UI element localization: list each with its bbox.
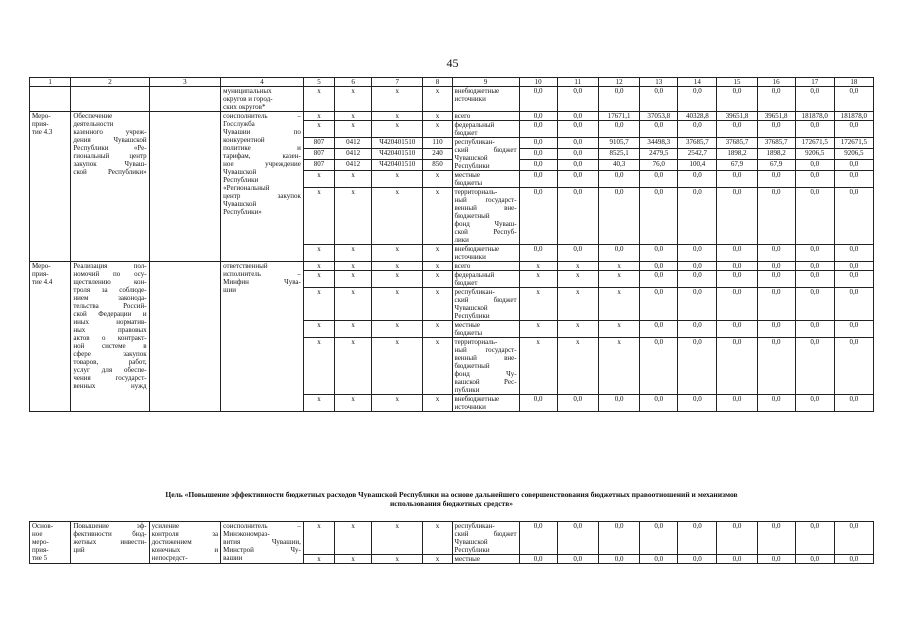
amount-cell: 0,0 (598, 121, 639, 138)
amount-cell: 17671,1 (598, 112, 639, 121)
measure-goal (149, 87, 221, 112)
budget-code-cell: x (423, 338, 452, 395)
budget-code-cell: x (423, 262, 452, 271)
amount-cell: 0,0 (640, 171, 678, 188)
column-number: 16 (757, 78, 795, 87)
amount-cell: 0,0 (717, 188, 757, 245)
budget-code-cell: x (423, 395, 452, 412)
budget-code-cell: x (372, 395, 423, 412)
measure-title: Обеспечение деятельности казенного учреж- дения Чувашской Республики «Ре- гиональный центр закупок Чуваш- ской Республики» (71, 112, 149, 262)
amount-cell: 181878,0 (834, 112, 873, 121)
amount-cell: x (519, 338, 557, 395)
responsible-executor: муниципальных округов и город- ских округов* (221, 87, 304, 112)
budget-code-cell: Ч420401510 (372, 138, 423, 149)
amount-cell: 0,0 (757, 395, 795, 412)
amount-cell: 0,0 (795, 288, 834, 321)
budget-code-cell: x (372, 555, 423, 564)
amount-cell: 0,0 (717, 245, 757, 262)
budget-code-cell: x (423, 245, 452, 262)
amount-cell: 0,0 (678, 555, 717, 564)
budget-code-cell: x (423, 112, 452, 121)
budget-code-cell: 0412 (335, 160, 372, 171)
budget-code-cell: x (423, 271, 452, 288)
amount-cell: 0,0 (557, 395, 598, 412)
amount-cell: 0,0 (519, 112, 557, 121)
amount-cell: 0,0 (717, 395, 757, 412)
column-number-row (30, 78, 874, 87)
amount-cell: 0,0 (678, 87, 717, 112)
budget-code-cell: x (372, 171, 423, 188)
amount-cell: 0,0 (678, 321, 717, 338)
page-number: 45 (446, 56, 459, 70)
budget-code-cell: x (335, 321, 372, 338)
amount-cell: 0,0 (757, 262, 795, 271)
amount-cell: 37685,7 (717, 138, 757, 149)
amount-cell: 0,0 (795, 87, 834, 112)
amount-cell: 0,0 (717, 87, 757, 112)
budget-code-cell: x (372, 121, 423, 138)
amount-cell: 0,0 (557, 522, 598, 555)
amount-cell: 0,0 (678, 288, 717, 321)
budget-code-cell: x (335, 245, 372, 262)
amount-cell: x (557, 262, 598, 271)
budget-code-cell: x (303, 262, 334, 271)
amount-cell: 0,0 (757, 522, 795, 555)
amount-cell: 0,0 (640, 395, 678, 412)
amount-cell: 0,0 (640, 121, 678, 138)
amount-cell: 0,0 (678, 171, 717, 188)
amount-cell: 0,0 (557, 112, 598, 121)
amount-cell: 0,0 (834, 245, 873, 262)
amount-cell: 0,0 (795, 171, 834, 188)
amount-cell: 0,0 (834, 188, 873, 245)
budget-code-cell: x (372, 271, 423, 288)
budget-code-cell: x (335, 171, 372, 188)
amount-cell: 37685,7 (757, 138, 795, 149)
amount-cell: 0,0 (678, 338, 717, 395)
budget-code-cell: x (335, 188, 372, 245)
column-number: 14 (678, 78, 717, 87)
amount-cell: x (557, 288, 598, 321)
budget-code-cell: x (303, 555, 334, 564)
amount-cell: 0,0 (757, 87, 795, 112)
amount-cell: 0,0 (834, 262, 873, 271)
budget-code-cell: x (303, 271, 334, 288)
budget-table (29, 77, 874, 412)
amount-cell: 0,0 (678, 395, 717, 412)
amount-cell: 0,0 (795, 188, 834, 245)
budget-code-cell: x (303, 245, 334, 262)
amount-cell: 0,0 (717, 288, 757, 321)
funding-source: внебюджетные источники (452, 395, 519, 412)
measure-code: Меро- прия- тие 4.3 (30, 112, 71, 262)
budget-code-cell: x (335, 288, 372, 321)
amount-cell: 100,4 (678, 160, 717, 171)
amount-cell: 0,0 (834, 121, 873, 138)
budget-code-cell: x (372, 112, 423, 121)
amount-cell: 0,0 (795, 160, 834, 171)
amount-cell: 0,0 (678, 271, 717, 288)
amount-cell: x (598, 271, 639, 288)
amount-cell: 0,0 (678, 262, 717, 271)
column-number: 7 (372, 78, 423, 87)
amount-cell: 9105,7 (598, 138, 639, 149)
budget-code-cell: x (372, 87, 423, 112)
amount-cell: x (557, 338, 598, 395)
amount-cell: 0,0 (834, 522, 873, 555)
amount-cell: 0,0 (640, 338, 678, 395)
amount-cell: 0,0 (557, 121, 598, 138)
amount-cell: 0,0 (678, 188, 717, 245)
budget-code-cell: 807 (303, 149, 334, 160)
amount-cell: 34498,3 (640, 138, 678, 149)
table-row (30, 262, 874, 271)
column-number: 10 (519, 78, 557, 87)
table-row (30, 87, 874, 112)
budget-code-cell: x (335, 262, 372, 271)
column-number: 4 (221, 78, 304, 87)
amount-cell: 2479,5 (640, 149, 678, 160)
amount-cell: 39651,8 (757, 112, 795, 121)
funding-source: местные бюджеты (452, 171, 519, 188)
amount-cell: 0,0 (519, 138, 557, 149)
funding-source: республикан- ский бюджет Чувашской Республики (452, 288, 519, 321)
amount-cell: x (598, 288, 639, 321)
amount-cell: 9206,5 (834, 149, 873, 160)
budget-code-cell: 240 (423, 149, 452, 160)
measure-goal (149, 262, 221, 412)
budget-code-cell: x (423, 121, 452, 138)
amount-cell: 0,0 (598, 522, 639, 555)
measure-goal: усиление контроля за достижением конечных и непосредст- (149, 522, 221, 564)
amount-cell: 1898,2 (717, 149, 757, 160)
funding-source: всего (452, 112, 519, 121)
amount-cell: 0,0 (640, 555, 678, 564)
column-number: 12 (598, 78, 639, 87)
amount-cell: 0,0 (757, 555, 795, 564)
budget-code-cell: x (303, 87, 334, 112)
amount-cell: 1898,2 (757, 149, 795, 160)
column-number: 6 (335, 78, 372, 87)
amount-cell: 0,0 (757, 321, 795, 338)
amount-cell: 37053,8 (640, 112, 678, 121)
amount-cell: 76,0 (640, 160, 678, 171)
amount-cell: 0,0 (717, 121, 757, 138)
amount-cell: 0,0 (678, 245, 717, 262)
table-row (30, 112, 874, 121)
funding-source: местные бюджеты (452, 321, 519, 338)
amount-cell: 0,0 (717, 522, 757, 555)
amount-cell: 0,0 (557, 188, 598, 245)
column-number: 11 (557, 78, 598, 87)
amount-cell: 0,0 (795, 271, 834, 288)
amount-cell: 0,0 (557, 138, 598, 149)
amount-cell: 0,0 (795, 338, 834, 395)
amount-cell: 0,0 (519, 160, 557, 171)
funding-source: местные (452, 555, 519, 564)
budget-code-cell: 0412 (335, 149, 372, 160)
column-number: 13 (640, 78, 678, 87)
amount-cell: 0,0 (834, 395, 873, 412)
funding-source: республикан- ский бюджет Чувашской Республики (452, 138, 519, 171)
budget-code-cell: x (335, 522, 372, 555)
amount-cell: 172671,5 (834, 138, 873, 149)
column-number: 17 (795, 78, 834, 87)
budget-code-cell: x (303, 288, 334, 321)
amount-cell: 0,0 (640, 87, 678, 112)
amount-cell: 67,9 (757, 160, 795, 171)
amount-cell: 8525,1 (598, 149, 639, 160)
amount-cell: 0,0 (678, 121, 717, 138)
budget-code-cell: x (372, 288, 423, 321)
budget-code-cell: x (423, 522, 452, 555)
amount-cell: x (598, 262, 639, 271)
amount-cell: x (519, 288, 557, 321)
budget-code-cell: Ч420401510 (372, 160, 423, 171)
amount-cell: 0,0 (640, 522, 678, 555)
amount-cell: 0,0 (834, 171, 873, 188)
column-number: 18 (834, 78, 873, 87)
budget-code-cell: x (335, 338, 372, 395)
amount-cell: 0,0 (834, 555, 873, 564)
amount-cell: 0,0 (557, 171, 598, 188)
amount-cell: 0,0 (640, 188, 678, 245)
amount-cell: 0,0 (795, 245, 834, 262)
measure-code: Меро- прия- тие 4.4 (30, 262, 71, 412)
amount-cell: 0,0 (834, 160, 873, 171)
funding-source: федеральный бюджет (452, 121, 519, 138)
amount-cell: 0,0 (717, 555, 757, 564)
budget-code-cell: x (303, 338, 334, 395)
budget-code-cell: x (335, 121, 372, 138)
amount-cell: 0,0 (640, 321, 678, 338)
amount-cell: 0,0 (795, 395, 834, 412)
budget-code-cell: 850 (423, 160, 452, 171)
column-number: 1 (30, 78, 71, 87)
amount-cell: 0,0 (757, 121, 795, 138)
column-number: 9 (452, 78, 519, 87)
budget-code-cell: x (423, 288, 452, 321)
table-row (30, 522, 874, 555)
funding-source: республикан- ский бюджет Чувашской Республики (452, 522, 519, 555)
budget-code-cell: 807 (303, 160, 334, 171)
funding-source: внебюджетные источники (452, 245, 519, 262)
measure-goal (149, 112, 221, 262)
amount-cell: 0,0 (598, 395, 639, 412)
amount-cell: 0,0 (519, 395, 557, 412)
amount-cell: 0,0 (640, 262, 678, 271)
budget-code-cell: x (303, 112, 334, 121)
amount-cell: 0,0 (678, 522, 717, 555)
amount-cell: x (519, 262, 557, 271)
responsible-executor: соисполнитель – Госслужба Чувашии по конкурентной политике и тарифам, казен- ное учреждение Чувашской Республики «Региональный центр закупок Чувашской Республики» (221, 112, 304, 262)
budget-code-cell: x (303, 522, 334, 555)
funding-source: всего (452, 262, 519, 271)
amount-cell: x (598, 321, 639, 338)
budget-code-cell: 807 (303, 138, 334, 149)
budget-code-cell: x (423, 555, 452, 564)
amount-cell: 40328,8 (678, 112, 717, 121)
budget-code-cell: x (423, 171, 452, 188)
budget-code-cell: x (335, 112, 372, 121)
funding-source: федеральный бюджет (452, 271, 519, 288)
budget-code-cell: x (303, 321, 334, 338)
amount-cell: 0,0 (519, 87, 557, 112)
measure-title (71, 87, 149, 112)
amount-cell: 0,0 (757, 271, 795, 288)
amount-cell: x (598, 338, 639, 395)
amount-cell: 0,0 (519, 149, 557, 160)
amount-cell: 0,0 (519, 171, 557, 188)
amount-cell: 0,0 (640, 245, 678, 262)
responsible-executor: соисполнитель – Минэкономраз- вития Чувашии, Минстрой Чу- вашии (221, 522, 304, 564)
budget-code-cell: x (372, 321, 423, 338)
measure-title: Реализация пол- номочий по осу- ществлению кон- троля за соблюде- нием законода- тельства Россий- ской Федерации и иных норматив- ных правовых актов о контракт- ной системе в сфере закупок товаров, работ, услуг для обеспе- чения государст- венных нужд (71, 262, 149, 412)
amount-cell: 0,0 (598, 171, 639, 188)
budget-code-cell: x (372, 522, 423, 555)
amount-cell: 0,0 (717, 271, 757, 288)
amount-cell: 0,0 (834, 338, 873, 395)
column-number: 3 (149, 78, 221, 87)
amount-cell: 0,0 (757, 245, 795, 262)
amount-cell: 0,0 (757, 288, 795, 321)
amount-cell: 0,0 (795, 321, 834, 338)
amount-cell: 0,0 (834, 288, 873, 321)
amount-cell: 0,0 (757, 171, 795, 188)
budget-code-cell: x (303, 395, 334, 412)
goal-heading: Цель «Повышение эффективности бюджетных расходов Чувашской Республики на основе дальнейшего совершенствования бюджетных правоотношений и механизмов использования бюджетных средств» (165, 490, 738, 508)
amount-cell: 0,0 (757, 188, 795, 245)
amount-cell: 0,0 (795, 262, 834, 271)
amount-cell: 0,0 (598, 188, 639, 245)
amount-cell: 0,0 (795, 121, 834, 138)
amount-cell: 0,0 (557, 87, 598, 112)
budget-code-cell: x (303, 188, 334, 245)
amount-cell: 67,9 (717, 160, 757, 171)
amount-cell: 0,0 (795, 522, 834, 555)
amount-cell: 0,0 (834, 271, 873, 288)
amount-cell: 0,0 (717, 262, 757, 271)
amount-cell: 0,0 (640, 271, 678, 288)
amount-cell: 39651,8 (717, 112, 757, 121)
budget-code-cell: x (372, 262, 423, 271)
amount-cell: 0,0 (598, 245, 639, 262)
amount-cell: x (519, 271, 557, 288)
column-number: 8 (423, 78, 452, 87)
amount-cell: 0,0 (557, 245, 598, 262)
budget-code-cell: x (335, 555, 372, 564)
amount-cell: 0,0 (557, 149, 598, 160)
budget-code-cell: 0412 (335, 138, 372, 149)
amount-cell: 2542,7 (678, 149, 717, 160)
amount-cell: 0,0 (598, 555, 639, 564)
amount-cell: 0,0 (640, 288, 678, 321)
amount-cell: x (519, 321, 557, 338)
budget-code-cell: x (303, 171, 334, 188)
amount-cell: 0,0 (717, 338, 757, 395)
budget-code-cell: x (335, 395, 372, 412)
amount-cell: 0,0 (834, 321, 873, 338)
budget-table-continued (29, 521, 874, 564)
budget-code-cell: x (372, 245, 423, 262)
funding-source: внебюджетные источники (452, 87, 519, 112)
amount-cell: 0,0 (519, 121, 557, 138)
measure-code (30, 87, 71, 112)
amount-cell: 0,0 (557, 555, 598, 564)
amount-cell: 0,0 (557, 160, 598, 171)
amount-cell: 0,0 (519, 522, 557, 555)
funding-source: территориаль- ный государст- венный вне- бюджетный фонд Чуваш- ской Респуб- лики (452, 188, 519, 245)
budget-code-cell: x (423, 188, 452, 245)
budget-code-cell: x (372, 188, 423, 245)
amount-cell: 9206,5 (795, 149, 834, 160)
budget-code-cell: x (423, 87, 452, 112)
budget-code-cell: x (423, 321, 452, 338)
amount-cell: 172671,5 (795, 138, 834, 149)
responsible-executor: ответственный исполнитель – Минфин Чува- шии (221, 262, 304, 412)
amount-cell: 0,0 (717, 171, 757, 188)
amount-cell: x (557, 271, 598, 288)
funding-source: территориаль- ный государст- венный вне- бюджетный фонд Чу- вашской Рес- публики (452, 338, 519, 395)
budget-code-cell: x (335, 271, 372, 288)
amount-cell: 37685,7 (678, 138, 717, 149)
measure-code: Основ- ное меро- прия- тие 5 (30, 522, 71, 564)
amount-cell: 0,0 (519, 245, 557, 262)
amount-cell: 0,0 (757, 338, 795, 395)
amount-cell: 181878,0 (795, 112, 834, 121)
measure-title: Повышение эф- фективности бюд- жетных инвести- ций (71, 522, 149, 564)
amount-cell: 0,0 (717, 321, 757, 338)
amount-cell: 0,0 (519, 555, 557, 564)
column-number: 2 (71, 78, 149, 87)
amount-cell: 0,0 (795, 555, 834, 564)
budget-code-cell: x (372, 338, 423, 395)
budget-code-cell: 110 (423, 138, 452, 149)
amount-cell: x (557, 321, 598, 338)
column-number: 5 (303, 78, 334, 87)
amount-cell: 0,0 (598, 87, 639, 112)
budget-code-cell: x (335, 87, 372, 112)
budget-code-cell: Ч420401510 (372, 149, 423, 160)
amount-cell: 40,3 (598, 160, 639, 171)
amount-cell: 0,0 (519, 188, 557, 245)
amount-cell: 0,0 (834, 87, 873, 112)
budget-code-cell: x (303, 121, 334, 138)
column-number: 15 (717, 78, 757, 87)
